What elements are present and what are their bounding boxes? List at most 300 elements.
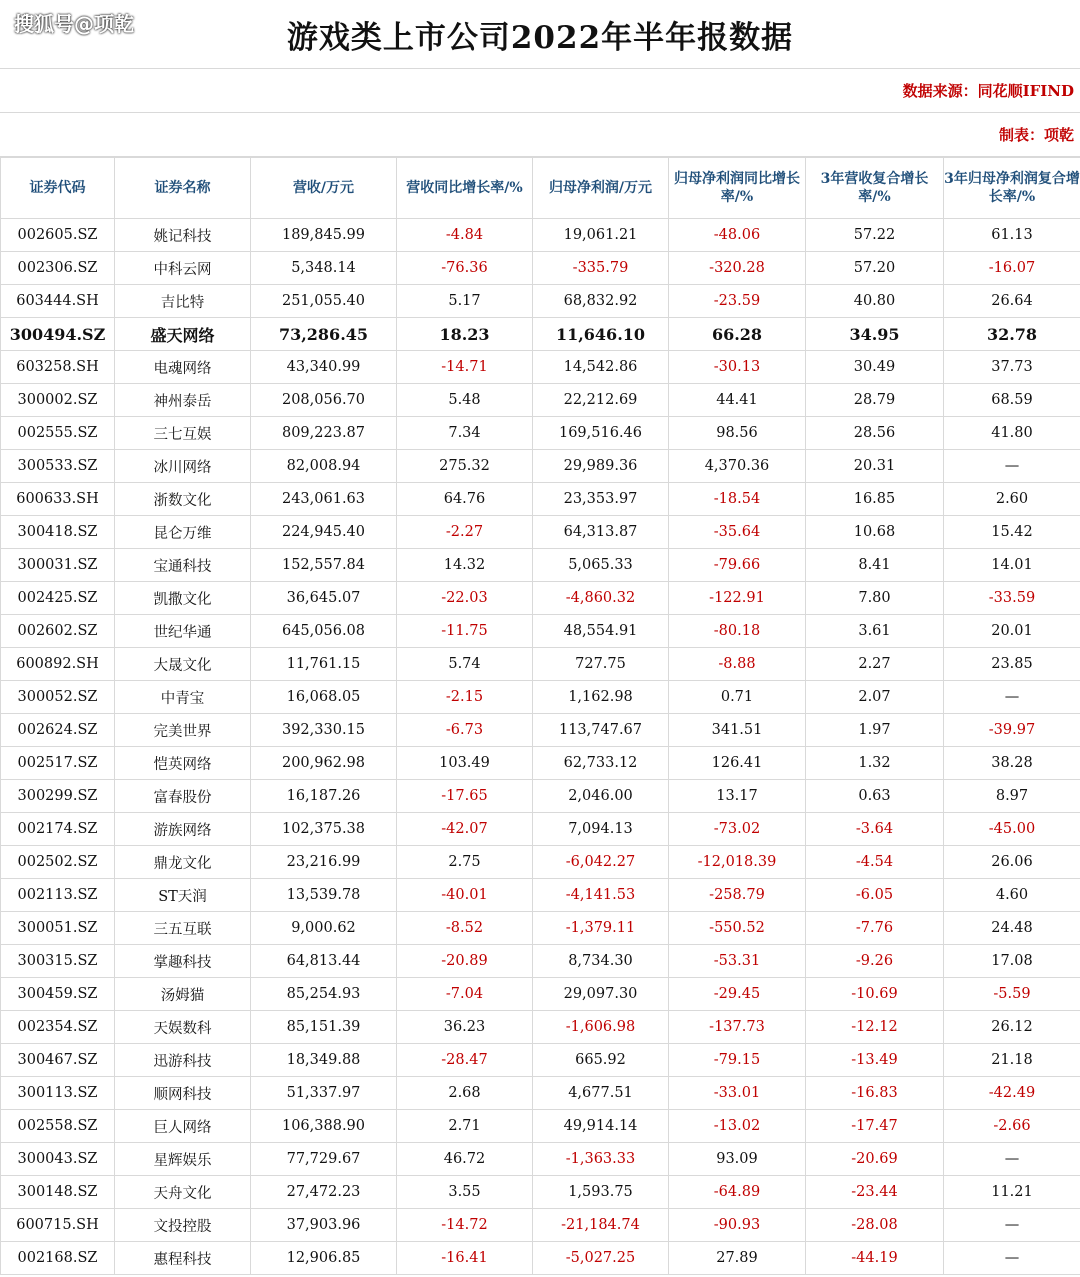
cell-revenue-cagr: -13.49 [806,1044,944,1077]
cell-name: 迅游科技 [115,1044,251,1077]
cell-code: 002354.SZ [1,1011,115,1044]
cell-code: 600715.SH [1,1209,115,1242]
cell-revenue-cagr: 30.49 [806,351,944,384]
cell-code: 300533.SZ [1,450,115,483]
cell-revenue-yoy: 5.74 [397,648,533,681]
cell-code: 300148.SZ [1,1176,115,1209]
cell-net-profit: 22,212.69 [533,384,669,417]
cell-name: 昆仑万维 [115,516,251,549]
cell-revenue: 23,216.99 [251,846,397,879]
table-row [1,681,1080,714]
cell-name: 冰川网络 [115,450,251,483]
cell-code: 300043.SZ [1,1143,115,1176]
cell-name: 鼎龙文化 [115,846,251,879]
cell-code: 002168.SZ [1,1242,115,1275]
cell-name: 惠程科技 [115,1242,251,1275]
cell-revenue-yoy: -40.01 [397,879,533,912]
cell-net-profit: 1,162.98 [533,681,669,714]
cell-profit-cagr: 24.48 [944,912,1080,945]
cell-net-profit-yoy: 66.28 [669,318,806,351]
cell-code: 002558.SZ [1,1110,115,1143]
cell-code: 002602.SZ [1,615,115,648]
cell-revenue-cagr: 20.31 [806,450,944,483]
table-row [1,1209,1080,1242]
cell-net-profit-yoy: -30.13 [669,351,806,384]
cell-profit-cagr: 4.60 [944,879,1080,912]
cell-profit-cagr: 17.08 [944,945,1080,978]
cell-revenue-cagr: 0.63 [806,780,944,813]
cell-revenue-cagr: -44.19 [806,1242,944,1275]
cell-code: 300113.SZ [1,1077,115,1110]
cell-profit-cagr: -16.07 [944,252,1080,285]
cell-revenue-cagr: 28.56 [806,417,944,450]
cell-net-profit-yoy: -79.66 [669,549,806,582]
table-row [1,285,1080,318]
cell-net-profit-yoy: -122.91 [669,582,806,615]
maker-row [0,113,1080,157]
cell-revenue-cagr: -12.12 [806,1011,944,1044]
cell-profit-cagr: -45.00 [944,813,1080,846]
col-header-revenue: 营收/万元 [251,158,397,219]
cell-revenue: 51,337.97 [251,1077,397,1110]
cell-revenue-yoy: 275.32 [397,450,533,483]
table-row [1,1077,1080,1110]
cell-net-profit: -1,379.11 [533,912,669,945]
table-row [1,714,1080,747]
cell-code: 600633.SH [1,483,115,516]
table-header-row [1,158,1080,219]
cell-revenue-yoy: -14.71 [397,351,533,384]
cell-revenue-cagr: -23.44 [806,1176,944,1209]
cell-profit-cagr: — [944,1209,1080,1242]
table-row [1,648,1080,681]
cell-code: 002425.SZ [1,582,115,615]
cell-net-profit-yoy: 27.89 [669,1242,806,1275]
cell-revenue-yoy: -42.07 [397,813,533,846]
table-row [1,1242,1080,1275]
cell-revenue: 77,729.67 [251,1143,397,1176]
col-header-revenue-cagr: 3年营收复合增长率/% [806,158,944,219]
cell-name: 巨人网络 [115,1110,251,1143]
cell-code: 603444.SH [1,285,115,318]
cell-code: 002624.SZ [1,714,115,747]
cell-net-profit: 8,734.30 [533,945,669,978]
cell-profit-cagr: 15.42 [944,516,1080,549]
cell-name: ST天润 [115,879,251,912]
cell-net-profit-yoy: -90.93 [669,1209,806,1242]
cell-profit-cagr: 23.85 [944,648,1080,681]
cell-net-profit: -5,027.25 [533,1242,669,1275]
cell-revenue: 27,472.23 [251,1176,397,1209]
cell-profit-cagr: 20.01 [944,615,1080,648]
cell-revenue-cagr: 28.79 [806,384,944,417]
cell-revenue-yoy: -22.03 [397,582,533,615]
cell-code: 300459.SZ [1,978,115,1011]
cell-net-profit-yoy: 126.41 [669,747,806,780]
cell-revenue: 11,761.15 [251,648,397,681]
cell-revenue: 43,340.99 [251,351,397,384]
table-row [1,450,1080,483]
cell-name: 恺英网络 [115,747,251,780]
cell-name: 姚记科技 [115,219,251,252]
cell-code: 300031.SZ [1,549,115,582]
cell-revenue-yoy: -17.65 [397,780,533,813]
data-table [0,157,1080,1275]
cell-code: 300418.SZ [1,516,115,549]
cell-profit-cagr: — [944,450,1080,483]
cell-net-profit-yoy: -79.15 [669,1044,806,1077]
cell-net-profit: -335.79 [533,252,669,285]
cell-name: 富春股份 [115,780,251,813]
cell-net-profit: 14,542.86 [533,351,669,384]
cell-revenue-yoy: -4.84 [397,219,533,252]
cell-profit-cagr: 61.13 [944,219,1080,252]
table-row [1,879,1080,912]
cell-code: 300467.SZ [1,1044,115,1077]
cell-name: 电魂网络 [115,351,251,384]
cell-revenue-yoy: -2.15 [397,681,533,714]
cell-code: 002555.SZ [1,417,115,450]
cell-revenue-cagr: 57.22 [806,219,944,252]
cell-profit-cagr: 26.12 [944,1011,1080,1044]
cell-profit-cagr: 11.21 [944,1176,1080,1209]
table-row [1,747,1080,780]
cell-revenue-cagr: -28.08 [806,1209,944,1242]
cell-net-profit: 5,065.33 [533,549,669,582]
table-row [1,483,1080,516]
cell-net-profit: 29,989.36 [533,450,669,483]
cell-name: 天舟文化 [115,1176,251,1209]
cell-net-profit-yoy: -13.02 [669,1110,806,1143]
cell-code: 300315.SZ [1,945,115,978]
cell-name: 天娱数科 [115,1011,251,1044]
cell-revenue-cagr: -16.83 [806,1077,944,1110]
cell-name: 三五互联 [115,912,251,945]
cell-net-profit: -4,141.53 [533,879,669,912]
table-row [1,780,1080,813]
cell-revenue: 5,348.14 [251,252,397,285]
cell-revenue-yoy: 2.75 [397,846,533,879]
cell-revenue-yoy: 64.76 [397,483,533,516]
cell-name: 中青宝 [115,681,251,714]
table-row [1,813,1080,846]
cell-code: 002113.SZ [1,879,115,912]
cell-name: 宝通科技 [115,549,251,582]
table-row [1,219,1080,252]
cell-revenue: 102,375.38 [251,813,397,846]
cell-revenue-yoy: -16.41 [397,1242,533,1275]
cell-revenue-yoy: 14.32 [397,549,533,582]
cell-revenue-cagr: 1.97 [806,714,944,747]
col-header-code: 证券代码 [1,158,115,219]
cell-net-profit: -6,042.27 [533,846,669,879]
cell-revenue-yoy: 18.23 [397,318,533,351]
cell-revenue-cagr: -4.54 [806,846,944,879]
cell-code: 300494.SZ [1,318,115,351]
table-row [1,1110,1080,1143]
cell-net-profit-yoy: 13.17 [669,780,806,813]
cell-revenue: 64,813.44 [251,945,397,978]
cell-revenue-yoy: -14.72 [397,1209,533,1242]
cell-net-profit-yoy: 4,370.36 [669,450,806,483]
cell-net-profit-yoy: 341.51 [669,714,806,747]
cell-net-profit-yoy: -35.64 [669,516,806,549]
cell-net-profit: 727.75 [533,648,669,681]
cell-revenue: 85,254.93 [251,978,397,1011]
cell-name: 世纪华通 [115,615,251,648]
cell-name: 游族网络 [115,813,251,846]
col-header-net-profit: 归母净利润/万元 [533,158,669,219]
cell-revenue: 392,330.15 [251,714,397,747]
cell-profit-cagr: 8.97 [944,780,1080,813]
cell-code: 300051.SZ [1,912,115,945]
cell-revenue: 106,388.90 [251,1110,397,1143]
cell-net-profit: 4,677.51 [533,1077,669,1110]
cell-revenue-yoy: -11.75 [397,615,533,648]
cell-name: 完美世界 [115,714,251,747]
cell-revenue-yoy: -8.52 [397,912,533,945]
cell-revenue-cagr: -6.05 [806,879,944,912]
cell-net-profit-yoy: 0.71 [669,681,806,714]
col-header-net-profit-yoy: 归母净利润同比增长率/% [669,158,806,219]
cell-revenue: 224,945.40 [251,516,397,549]
table-row [1,252,1080,285]
table-row [1,516,1080,549]
cell-profit-cagr: 26.06 [944,846,1080,879]
cell-revenue-cagr: -17.47 [806,1110,944,1143]
cell-net-profit-yoy: -48.06 [669,219,806,252]
cell-revenue: 82,008.94 [251,450,397,483]
cell-revenue-cagr: 1.32 [806,747,944,780]
cell-revenue-cagr: -10.69 [806,978,944,1011]
cell-revenue: 200,962.98 [251,747,397,780]
cell-revenue: 189,845.99 [251,219,397,252]
table-row [1,1143,1080,1176]
cell-revenue-cagr: -7.76 [806,912,944,945]
cell-name: 三七互娱 [115,417,251,450]
data-source-label: 数据来源：同花顺IFIND [902,82,1074,100]
cell-revenue-cagr: 7.80 [806,582,944,615]
cell-code: 300002.SZ [1,384,115,417]
cell-revenue-yoy: -28.47 [397,1044,533,1077]
cell-net-profit-yoy: 93.09 [669,1143,806,1176]
col-header-name: 证券名称 [115,158,251,219]
cell-net-profit: 48,554.91 [533,615,669,648]
cell-net-profit: 29,097.30 [533,978,669,1011]
cell-profit-cagr: 14.01 [944,549,1080,582]
cell-net-profit: -21,184.74 [533,1209,669,1242]
cell-profit-cagr: -39.97 [944,714,1080,747]
cell-net-profit: 68,832.92 [533,285,669,318]
cell-net-profit-yoy: -550.52 [669,912,806,945]
cell-net-profit-yoy: -12,018.39 [669,846,806,879]
cell-net-profit-yoy: -29.45 [669,978,806,1011]
cell-code: 600892.SH [1,648,115,681]
cell-code: 300052.SZ [1,681,115,714]
table-row [1,351,1080,384]
cell-revenue-cagr: 2.07 [806,681,944,714]
cell-revenue-cagr: 3.61 [806,615,944,648]
cell-profit-cagr: 38.28 [944,747,1080,780]
cell-profit-cagr: 26.64 [944,285,1080,318]
cell-profit-cagr: -5.59 [944,978,1080,1011]
cell-revenue-yoy: 2.71 [397,1110,533,1143]
cell-net-profit-yoy: 44.41 [669,384,806,417]
cell-name: 浙数文化 [115,483,251,516]
table-row [1,615,1080,648]
cell-net-profit: 23,353.97 [533,483,669,516]
table-row [1,384,1080,417]
table-row [1,1176,1080,1209]
cell-revenue: 809,223.87 [251,417,397,450]
cell-net-profit: 7,094.13 [533,813,669,846]
table-row [1,417,1080,450]
cell-name: 大晟文化 [115,648,251,681]
cell-code: 002306.SZ [1,252,115,285]
cell-revenue: 73,286.45 [251,318,397,351]
table-body [1,219,1080,1275]
cell-profit-cagr: 68.59 [944,384,1080,417]
cell-revenue-cagr: -20.69 [806,1143,944,1176]
cell-revenue: 152,557.84 [251,549,397,582]
table-row [1,582,1080,615]
cell-code: 300299.SZ [1,780,115,813]
cell-code: 603258.SH [1,351,115,384]
cell-revenue: 16,187.26 [251,780,397,813]
cell-revenue: 243,061.63 [251,483,397,516]
cell-net-profit: 113,747.67 [533,714,669,747]
cell-net-profit-yoy: 98.56 [669,417,806,450]
cell-revenue: 12,906.85 [251,1242,397,1275]
cell-profit-cagr: 32.78 [944,318,1080,351]
cell-profit-cagr: -42.49 [944,1077,1080,1110]
page-title: 游戏类上市公司2022年半年报数据 [286,19,794,56]
cell-profit-cagr: 41.80 [944,417,1080,450]
cell-name: 星辉娱乐 [115,1143,251,1176]
cell-name: 神州泰岳 [115,384,251,417]
cell-revenue-cagr: 40.80 [806,285,944,318]
cell-net-profit: 62,733.12 [533,747,669,780]
title-row [0,0,1080,69]
cell-net-profit: 11,646.10 [533,318,669,351]
cell-revenue: 36,645.07 [251,582,397,615]
cell-revenue-yoy: 5.17 [397,285,533,318]
cell-revenue: 645,056.08 [251,615,397,648]
cell-name: 文投控股 [115,1209,251,1242]
cell-revenue: 37,903.96 [251,1209,397,1242]
cell-net-profit-yoy: -73.02 [669,813,806,846]
cell-net-profit-yoy: -258.79 [669,879,806,912]
table-row [1,318,1080,351]
cell-revenue-yoy: 36.23 [397,1011,533,1044]
cell-revenue: 208,056.70 [251,384,397,417]
cell-name: 掌趣科技 [115,945,251,978]
col-header-profit-cagr: 3年归母净利润复合增长率/% [944,158,1080,219]
cell-revenue: 9,000.62 [251,912,397,945]
cell-name: 吉比特 [115,285,251,318]
cell-profit-cagr: — [944,1143,1080,1176]
cell-revenue-yoy: 7.34 [397,417,533,450]
cell-revenue: 18,349.88 [251,1044,397,1077]
cell-revenue-yoy: 3.55 [397,1176,533,1209]
cell-net-profit: 1,593.75 [533,1176,669,1209]
cell-code: 002502.SZ [1,846,115,879]
cell-revenue-yoy: -76.36 [397,252,533,285]
table-row [1,945,1080,978]
table-maker-label: 制表：项乾 [998,126,1074,144]
cell-revenue-yoy: -2.27 [397,516,533,549]
cell-profit-cagr: — [944,1242,1080,1275]
cell-revenue-cagr: 34.95 [806,318,944,351]
cell-revenue-cagr: 8.41 [806,549,944,582]
cell-net-profit: -1,363.33 [533,1143,669,1176]
cell-net-profit-yoy: -64.89 [669,1176,806,1209]
cell-net-profit: 49,914.14 [533,1110,669,1143]
table-row [1,1011,1080,1044]
watermark: 搜狐号@项乾 [14,12,134,36]
cell-profit-cagr: 2.60 [944,483,1080,516]
cell-net-profit-yoy: -23.59 [669,285,806,318]
cell-revenue-cagr: 16.85 [806,483,944,516]
cell-net-profit: -4,860.32 [533,582,669,615]
cell-revenue: 251,055.40 [251,285,397,318]
cell-profit-cagr: 37.73 [944,351,1080,384]
table-row [1,1044,1080,1077]
cell-revenue: 85,151.39 [251,1011,397,1044]
table-row [1,912,1080,945]
cell-profit-cagr: 21.18 [944,1044,1080,1077]
cell-net-profit: -1,606.98 [533,1011,669,1044]
cell-net-profit-yoy: -33.01 [669,1077,806,1110]
cell-revenue-yoy: -20.89 [397,945,533,978]
cell-profit-cagr: -2.66 [944,1110,1080,1143]
cell-net-profit: 19,061.21 [533,219,669,252]
cell-net-profit: 169,516.46 [533,417,669,450]
cell-name: 中科云网 [115,252,251,285]
cell-profit-cagr: -33.59 [944,582,1080,615]
cell-net-profit-yoy: -8.88 [669,648,806,681]
cell-code: 002517.SZ [1,747,115,780]
cell-code: 002174.SZ [1,813,115,846]
cell-revenue-yoy: 2.68 [397,1077,533,1110]
cell-name: 盛天网络 [115,318,251,351]
cell-profit-cagr: — [944,681,1080,714]
cell-net-profit-yoy: -53.31 [669,945,806,978]
cell-name: 顺网科技 [115,1077,251,1110]
cell-revenue-cagr: 2.27 [806,648,944,681]
cell-net-profit-yoy: -80.18 [669,615,806,648]
cell-net-profit-yoy: -137.73 [669,1011,806,1044]
cell-code: 002605.SZ [1,219,115,252]
cell-net-profit: 2,046.00 [533,780,669,813]
cell-revenue: 16,068.05 [251,681,397,714]
source-row [0,69,1080,113]
cell-revenue: 13,539.78 [251,879,397,912]
cell-revenue-yoy: -6.73 [397,714,533,747]
table-row [1,549,1080,582]
cell-revenue-cagr: -3.64 [806,813,944,846]
cell-revenue-yoy: 46.72 [397,1143,533,1176]
cell-revenue-yoy: -7.04 [397,978,533,1011]
cell-net-profit: 64,313.87 [533,516,669,549]
col-header-revenue-yoy: 营收同比增长率/% [397,158,533,219]
cell-name: 凯撒文化 [115,582,251,615]
cell-net-profit: 665.92 [533,1044,669,1077]
table-row [1,978,1080,1011]
cell-revenue-yoy: 103.49 [397,747,533,780]
cell-net-profit-yoy: -18.54 [669,483,806,516]
cell-net-profit-yoy: -320.28 [669,252,806,285]
